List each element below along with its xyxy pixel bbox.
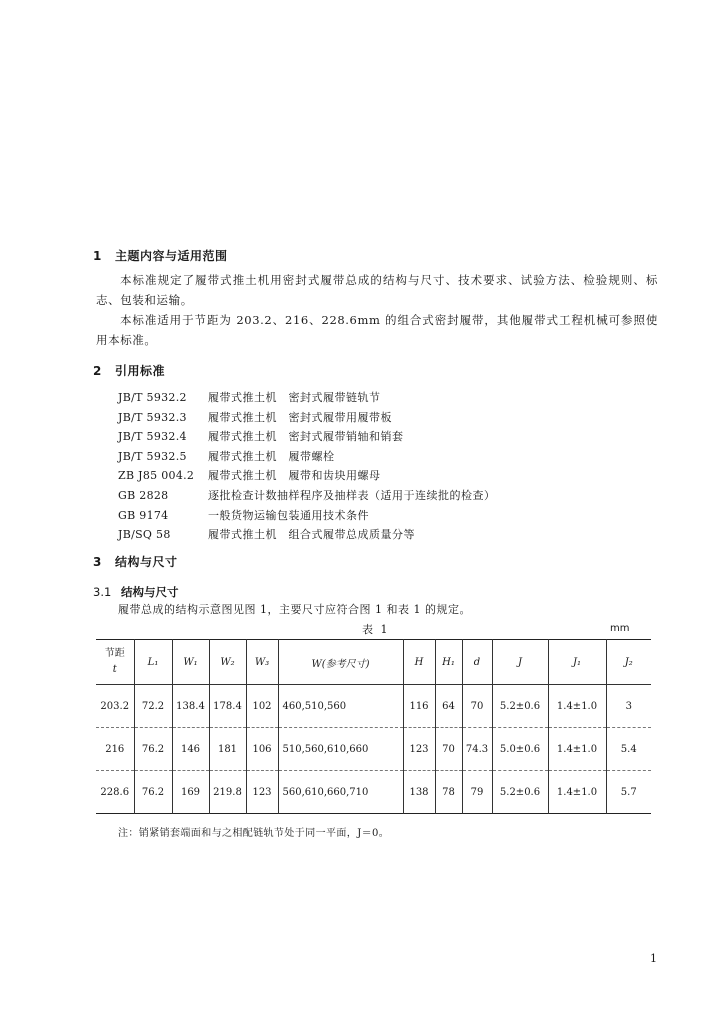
ref-title: 履带式推土机 组合式履带总成质量分等 — [208, 528, 415, 542]
section-2-title: 引用标准 — [115, 364, 166, 378]
table-cell: 5.7 — [606, 771, 651, 814]
table-cell: 460,510,560 — [278, 685, 403, 728]
ref-title: 履带式推土机 密封式履带链轨节 — [208, 391, 381, 404]
list-item — [118, 506, 496, 526]
list-item — [118, 466, 496, 486]
table-cell: 70 — [435, 728, 462, 771]
ref-title: 一般货物运输包装通用技术条件 — [208, 508, 369, 522]
ref-code: JB/T 5932.5 — [118, 449, 187, 463]
header-w3: W₃ — [246, 640, 278, 685]
table-cell: 5.2±0.6 — [492, 685, 548, 728]
referenced-standards-list — [118, 388, 496, 545]
table-cell: 76.2 — [134, 771, 172, 814]
header-h: H — [403, 640, 435, 685]
table-cell: 70 — [462, 685, 492, 728]
list-item — [118, 408, 496, 428]
table-cell: 72.2 — [134, 685, 172, 728]
section-1-paragraph-2: 本标准适用于节距为 203.2、216、228.6mm 的组合式密封履带，其他履带式工程机械可参照使用本标准。 — [96, 313, 658, 347]
section-2-number: 2 — [93, 364, 102, 378]
section-1-heading — [93, 247, 228, 264]
table-cell: 1.4±1.0 — [548, 685, 606, 728]
ref-code: GB 2828 — [118, 488, 169, 502]
table-cell: 146 — [172, 728, 209, 771]
table-row — [96, 728, 651, 771]
section-1-title: 主题内容与适用范围 — [115, 249, 228, 263]
ref-title: 履带式推土机 密封式履带用履带板 — [208, 410, 392, 424]
ref-code: ZB J85 004.2 — [118, 469, 195, 483]
subsection-3-1-heading — [93, 584, 179, 600]
ref-title: 履带式推土机 履带螺栓 — [208, 449, 335, 463]
section-2-heading — [93, 362, 165, 379]
table-cell: 216 — [96, 728, 134, 771]
table-cell: 219.8 — [209, 771, 246, 814]
subsection-3-1-text: 履带总成的结构示意图见图 1，主要尺寸应符合图 1 和表 1 的规定。 — [118, 603, 471, 616]
table-cell: 203.2 — [96, 685, 134, 728]
list-item — [118, 388, 496, 408]
header-w2: W₂ — [209, 640, 246, 685]
ref-code: JB/T 5932.2 — [118, 391, 187, 404]
header-pitch-symbol: t — [112, 664, 117, 675]
header-w1: W₁ — [172, 640, 209, 685]
table-cell: 3 — [606, 685, 651, 728]
section-3-title: 结构与尺寸 — [115, 555, 178, 569]
header-w-reference: W(参考尺寸) — [278, 640, 403, 685]
table-header-row — [96, 640, 651, 685]
list-item — [118, 427, 496, 447]
ref-title: 逐批检查计数抽样程序及抽样表（适用于连续批的检查） — [208, 488, 496, 502]
table-row — [96, 685, 651, 728]
table-cell: 1.4±1.0 — [548, 728, 606, 771]
header-pitch — [96, 640, 134, 685]
list-item — [118, 525, 496, 545]
table-cell: 228.6 — [100, 786, 130, 798]
table-cell: 102 — [246, 685, 278, 728]
table-row — [96, 771, 651, 814]
table-note: 注：销紧销套端面和与之相配链轨节处于同一平面，J＝0。 — [118, 828, 390, 839]
section-3-heading — [93, 553, 178, 570]
table-cell: 178.4 — [209, 685, 246, 728]
table-cell: 123 — [403, 728, 435, 771]
list-item — [118, 447, 496, 467]
ref-title: 履带式推土机 密封式履带销轴和销套 — [208, 430, 404, 444]
table-cell: 106 — [246, 728, 278, 771]
table-unit: mm — [610, 623, 630, 634]
table-cell: 123 — [246, 771, 278, 814]
table-cell: 138 — [403, 771, 435, 814]
header-l1: L₁ — [134, 640, 172, 685]
header-j: J — [492, 640, 548, 685]
ref-code: JB/SQ 58 — [118, 528, 171, 542]
table-cell: 181 — [209, 728, 246, 771]
dimensions-table — [96, 639, 651, 814]
ref-code: JB/T 5932.3 — [118, 410, 187, 424]
table-cell: 76.2 — [134, 728, 172, 771]
header-pitch-label: 节距 — [104, 648, 125, 659]
table-cell: 64 — [435, 685, 462, 728]
table-cell: 510,560,610,660 — [278, 728, 403, 771]
page-number: 1 — [650, 952, 657, 965]
ref-title: 履带式推土机 履带和齿块用螺母 — [208, 469, 381, 483]
section-1-number: 1 — [93, 249, 102, 263]
table-caption: 表 1 — [362, 623, 390, 636]
ref-code: JB/T 5932.4 — [118, 430, 187, 444]
header-h1: H₁ — [435, 640, 462, 685]
header-j2: J₂ — [606, 640, 651, 685]
header-d: d — [462, 640, 492, 685]
table-cell: 560,610,660,710 — [278, 771, 403, 814]
table-cell: 79 — [462, 771, 492, 814]
table-cell: 1.4±1.0 — [548, 771, 606, 814]
section-3-number: 3 — [93, 555, 102, 569]
table-cell: 169 — [172, 771, 209, 814]
list-item — [118, 486, 496, 506]
subsection-3-1-title: 结构与尺寸 — [121, 585, 179, 599]
table-cell: 74.3 — [462, 728, 492, 771]
header-j1: J₁ — [548, 640, 606, 685]
subsection-3-1-number: 3.1 — [93, 585, 112, 599]
table-cell: 116 — [403, 685, 435, 728]
table-cell: 78 — [435, 771, 462, 814]
table-cell: 138.4 — [172, 685, 209, 728]
table-cell: 5.4 — [606, 728, 651, 771]
ref-code: GB 9174 — [118, 508, 169, 522]
section-1-paragraph-1: 本标准规定了履带式推土机用密封式履带总成的结构与尺寸、技术要求、试验方法、检验规则、标志、包装和运输。 — [96, 273, 658, 307]
table-cell: 5.0±0.6 — [492, 728, 548, 771]
table-cell: 5.2±0.6 — [492, 771, 548, 814]
